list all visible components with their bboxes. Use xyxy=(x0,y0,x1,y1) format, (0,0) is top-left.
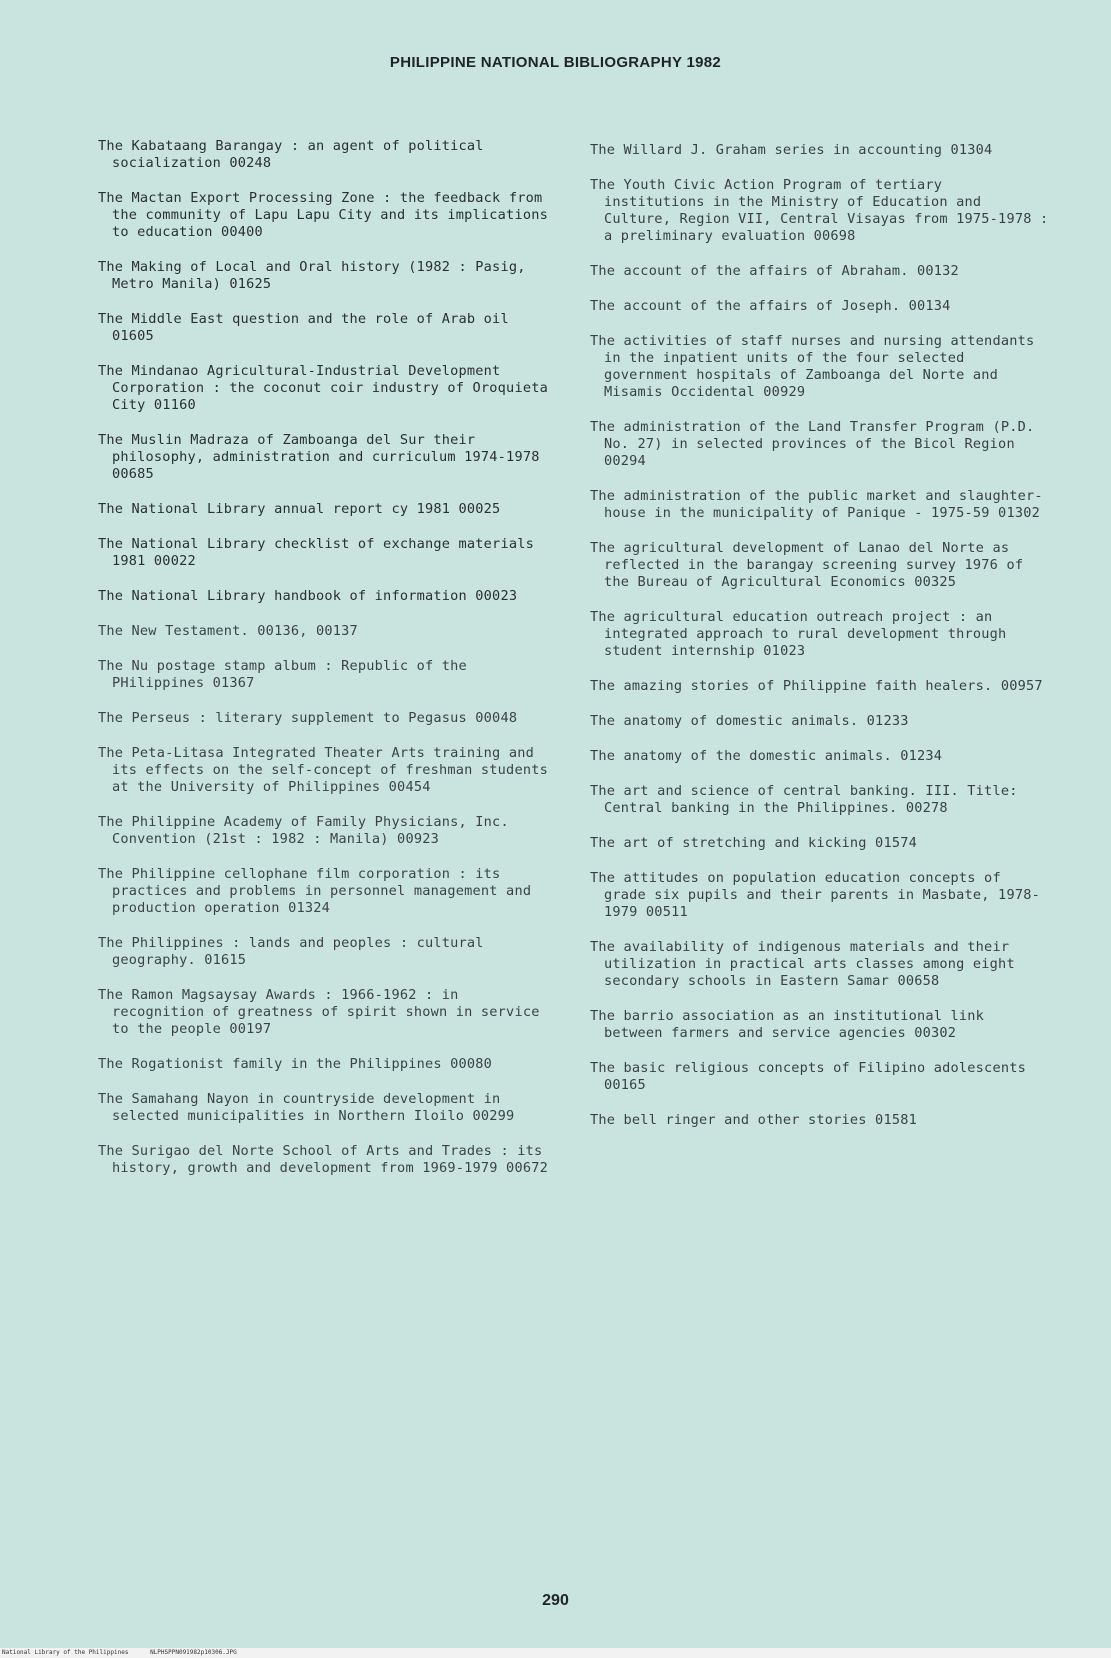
bibliography-entry: The attitudes on population education concepts of grade six pupils and their parents in Masbate, 1978-1979 00511 xyxy=(590,870,1040,920)
bibliography-entry: The amazing stories of Philippine faith healers. 00957 xyxy=(590,678,1043,694)
bibliography-entry: The Middle East question and the role of Arab oil 01605 xyxy=(98,311,509,344)
bibliography-entry: The Muslin Madraza of Zamboanga del Sur their philosophy, administration and curriculum 1974-1978 00685 xyxy=(98,432,540,482)
bibliography-entry: The bell ringer and other stories 01581 xyxy=(590,1112,917,1128)
bibliography-entry: The basic religious concepts of Filipino adolescents 00165 xyxy=(590,1060,1026,1093)
bibliography-entry: The National Library annual report cy 1981 00025 xyxy=(98,501,501,517)
bibliography-entry: The Kabataang Barangay : an agent of political socialization 00248 xyxy=(98,138,484,171)
bibliography-entry: The Perseus : literary supplement to Pegasus 00048 xyxy=(98,710,518,726)
bibliography-entry: The anatomy of the domestic animals. 01234 xyxy=(590,748,943,764)
bibliography-entry: The Ramon Magsaysay Awards : 1966-1962 : in recognition of greatness of spirit shown in service to the people 00197 xyxy=(98,987,540,1037)
bibliography-entry: The Mactan Export Processing Zone : the feedback from the community of Lapu Lapu City and its implications to education 00400 xyxy=(98,190,548,240)
bibliography-entry: The Peta-Litasa Integrated Theater Arts training and its effects on the self-concept of freshman students at the University of Philippines 00454 xyxy=(98,745,548,795)
page-number: 290 xyxy=(542,1592,569,1609)
bibliography-entry: The Samahang Nayon in countryside development in selected municipalities in Northern Iloilo 00299 xyxy=(98,1091,515,1124)
bibliography-entry: The Youth Civic Action Program of tertiary institutions in the Ministry of Education and Culture, Region VII, Central Visayas from 1975-1978 : a preliminary evaluation 00698 xyxy=(590,177,1049,244)
footer-file: NLPHSPPN091982p10306.JPG xyxy=(150,1649,237,1656)
bibliography-entry: The administration of the public market and slaughter-house in the municipality of Panique - 1975-59 01302 xyxy=(590,488,1043,521)
bibliography-entry: The anatomy of domestic animals. 01233 xyxy=(590,713,909,729)
right-column xyxy=(590,142,1050,1147)
bibliography-entry: The agricultural education outreach project : an integrated approach to rural development through student internship 01023 xyxy=(590,609,1007,659)
scan-footer xyxy=(0,1648,1111,1658)
bibliography-entry: The Rogationist family in the Philippines 00080 xyxy=(98,1056,493,1072)
bibliography-entry: The Philippine Academy of Family Physicians, Inc. Convention (21st : 1982 : Manila) 00923 xyxy=(98,814,509,847)
bibliography-entry: The New Testament. 00136, 00137 xyxy=(98,623,358,639)
bibliography-entry: The account of the affairs of Joseph. 00134 xyxy=(590,298,951,314)
left-column xyxy=(98,138,548,1195)
bibliography-entry: The barrio association as an institutional link between farmers and service agencies 00302 xyxy=(590,1008,985,1041)
bibliography-entry: The Nu postage stamp album : Republic of the PHilippines 01367 xyxy=(98,658,467,691)
bibliography-entry: The Mindanao Agricultural-Industrial Development Corporation : the coconut coir industry of Oroquieta City 01160 xyxy=(98,363,548,413)
bibliography-entry: The Willard J. Graham series in accounting 01304 xyxy=(590,142,993,158)
bibliography-entry: The Surigao del Norte School of Arts and Trades : its history, growth and development from 1969-1979 00672 xyxy=(98,1143,548,1176)
page-header: PHILIPPINE NATIONAL BIBLIOGRAPHY 1982 xyxy=(389,54,722,71)
bibliography-entry: The activities of staff nurses and nursing attendants in the inpatient units of the four selected government hospitals of Zamboanga del Norte and Misamis Occidental 00929 xyxy=(590,333,1035,400)
footer-library: National Library of the Philippines xyxy=(2,1649,129,1656)
bibliography-entry: The Philippines : lands and peoples : cultural geography. 01615 xyxy=(98,935,484,968)
bibliography-entry: The Philippine cellophane film corporation : its practices and problems in personnel management and production operation 01324 xyxy=(98,866,532,916)
bibliography-entry: The administration of the Land Transfer Program (P.D. No. 27) in selected provinces of the Bicol Region 00294 xyxy=(590,419,1035,469)
bibliography-entry: The National Library handbook of information 00023 xyxy=(98,588,518,604)
bibliography-entry: The availability of indigenous materials and their utilization in practical arts classes among eight secondary schools in Eastern Samar 00658 xyxy=(590,939,1015,989)
bibliography-entry: The account of the affairs of Abraham. 00132 xyxy=(590,263,959,279)
bibliography-entry: The Making of Local and Oral history (1982 : Pasig, Metro Manila) 01625 xyxy=(98,259,526,292)
bibliography-entry: The art and science of central banking. III. Title: Central banking in the Philippines. 00278 xyxy=(590,783,1018,816)
bibliography-entry: The National Library checklist of exchange materials 1981 00022 xyxy=(98,536,534,569)
bibliography-entry: The art of stretching and kicking 01574 xyxy=(590,835,917,851)
bibliography-entry: The agricultural development of Lanao del Norte as reflected in the barangay screening survey 1976 of the Bureau of Agricultural Economics 00325 xyxy=(590,540,1024,590)
